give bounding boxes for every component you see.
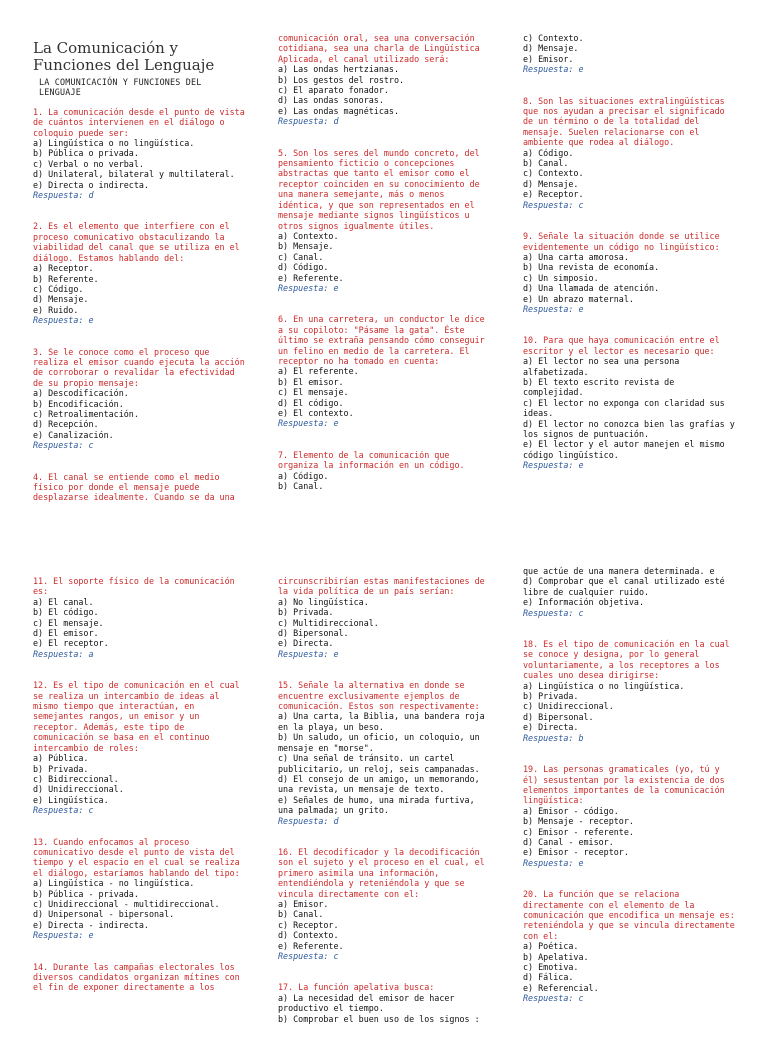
answer: Respuesta: c [523,993,584,1004]
option: e) Directa o indirecta. [33,179,149,190]
option: a) El referente. [278,366,359,377]
option: c) El mensaje. [33,617,104,628]
question-1 [33,107,245,201]
document-title: La Comunicación y Funciones del Lenguaje [33,39,215,74]
option: e) Referente. [278,272,344,283]
option: e) El receptor. [33,638,109,649]
option: d) El lector no conozca bien las grafías y los signos de puntuación. [523,418,735,439]
question-13 [33,837,245,941]
option: d) Mensaje. [523,43,579,54]
option: b) Canal. [523,158,569,169]
option: c) Retroalimentación. [33,408,139,419]
option: b) El código. [33,607,99,618]
option: b) Canal. [278,909,324,920]
option: d) Mensaje. [33,294,89,305]
option: e) Las ondas magnéticas. [278,105,400,116]
option: que actúe de una manera determinada. e [523,566,715,576]
option: b) Comprobar el buen uso de los signos : [278,1013,480,1024]
question-12 [33,680,245,815]
question-9 [523,231,735,314]
question-4-start [33,472,245,503]
question-6 [278,314,490,428]
question-text: 11. El soporte físico de la comunicación es: [33,576,235,597]
option: d) Recepción. [33,419,99,430]
option: e) Referente. [278,940,344,951]
question-text: 7. Elemento de la comunicación que organiza la información en un código. [278,449,465,471]
answer: Respuesta: d [278,116,339,127]
question-17-start [278,982,490,1024]
option: b) Privada. [33,763,89,774]
answer: Respuesta: e [33,930,94,941]
question-11 [33,576,245,659]
option: a) Lingüística o no lingüística. [523,680,685,691]
option: a) Una carta, la Biblia, una bandera roja en la playa, un beso. [278,711,485,732]
option: c) Emotiva. [523,962,579,972]
option: a) Receptor. [33,263,94,274]
option: d) El consejo de un amigo, un memorando, una revista, un mensaje de texto. [278,773,480,795]
question-18 [523,639,735,743]
option: a) Código. [523,147,574,158]
question-8 [523,96,735,210]
option: a) Una carta amorosa. [523,251,629,262]
option: b) El emisor. [278,376,344,387]
option: c) El mensaje. [278,387,349,398]
option: e) Directa - indirecta. [33,919,149,930]
option: c) Emisor - referente. [523,826,634,837]
answer: Respuesta: c [523,199,584,210]
option: b) El texto escrito revista de complejidad. [523,376,675,398]
option: d) Bipersonal. [278,628,349,639]
question-text: 14. Durante las campañas electorales los diversos candidatos organizan mítines con el fin de exponer directamente a los [33,961,240,993]
question-14-start [33,962,245,993]
option: e) Receptor. [523,189,584,200]
answer: Respuesta: e [278,648,339,659]
option: d) Una llamada de atención. [523,283,660,294]
option: b) Mensaje. [278,241,334,252]
option: d) Bipersonal. [523,711,594,722]
question-text: 8. Son las situaciones extralingüísticas que nos ayudan a precisar el significado de un término o de la totalidad del mensaje. Suelen relacionarse con el ambiente que rodea al diálogo. [523,95,725,148]
question-text-cont: circunscribirían estas manifestaciones de la vida política de un país serían: [278,576,485,597]
option: c) Canal. [278,251,324,262]
option: a) Las ondas hertzianas. [278,64,400,75]
option: c) Bidireccional. [33,773,119,784]
option: c) Contexto. [523,33,584,43]
answer: Respuesta: c [278,951,339,961]
question-15 [278,680,490,826]
column-1 [33,40,245,524]
option: e) Emisor - receptor. [523,847,629,858]
option: a) El canal. [33,596,94,607]
option: a) Emisor - código. [523,805,619,816]
option: d) Comprobar que el canal utilizado esté libre de cualquier ruido. [523,576,725,597]
question-text: 4. El canal se entiende como el medio físico por donde el mensaje puede desplazarse idealmente. Cuando se da una [33,471,235,503]
question-text: 5. Son los seres del mundo concreto, del pensamiento ficticio o concepciones abstractas que tanto el emisor como el receptor coinciden en su conocimiento de una manera semejante, más o menos idéntica, y que son representados en el mensaje mediante signos lingüísticos u otros signos igualmente útiles. [278,147,480,231]
option: e) Referencial. [523,982,599,993]
question-14-cont [278,576,490,659]
answer: Respuesta: e [523,64,584,75]
answer: Respuesta: c [523,607,584,618]
option: d) Fálica. [523,972,574,983]
option: e) El contexto. [278,408,354,418]
question-text: 20. La función que se relaciona directamente con el elemento de la comunicación que encodifica un mensaje es: reteniéndola y que se vincula directamente con el: [523,889,735,941]
option: e) Canalización. [33,429,114,440]
question-text: 9. Señale la situación donde se utilice evidentemente un código no lingüístico: [523,231,720,252]
answer: Respuesta: d [278,815,339,826]
option: a) La necesidad del emisor de hacer productivo el tiempo. [278,992,455,1014]
question-10 [523,335,735,470]
question-text: 15. Señale la alternativa en donde se encuentre exclusivamente ejemplos de comunicación. Estos son respectivamente: [278,680,480,712]
question-text: 13. Cuando enfocamos al proceso comunicativo desde el punto de vista del tiempo y el espacio en el cual se realiza el diálogo, estaríamos hablando del tipo: [33,836,240,878]
answer: Respuesta: e [523,460,584,471]
option: c) El aparato fonador. [278,85,389,96]
column-1 [33,576,245,1014]
option: e) El lector y el autor manejen el mismo código lingüístico. [523,439,725,460]
option: b) Privada. [523,691,579,702]
page-2 [0,512,768,1024]
question-2 [33,221,245,325]
column-3 [523,566,735,1025]
question-text: 16. El decodificador y la decodificación son el sujeto y el proceso en el cual, el primero asimila una información, entendiéndola y reteniéndola y que se vincula directamente con el: [278,846,485,899]
question-3 [33,347,245,451]
option: b) Privada. [278,607,334,618]
option: e) Lingüística. [33,794,109,805]
column-2 [278,33,490,512]
option: b) Encodificación. [33,398,124,409]
option: d) Canal - emisor. [523,836,614,847]
answer: Respuesta: e [523,303,584,314]
answer: Respuesta: d [33,190,94,201]
option: c) Un simposio. [523,272,599,283]
option: d) Código. [278,262,329,273]
option: d) Unidireccional. [33,784,124,795]
option: d) El emisor. [33,628,99,639]
answer: Respuesta: e [33,315,94,326]
option: b) Canal. [278,481,324,492]
option: a) Contexto. [278,230,339,241]
option: e) Información objetiva. [523,597,645,608]
question-text: 17. La función apelativa busca: [278,982,435,993]
option: d) Unilateral, bilateral y multilateral. [33,169,235,180]
option: a) No lingüística. [278,596,369,607]
option: a) El lector no sea una persona alfabetizada. [523,356,680,377]
column-2 [278,576,490,1045]
answer: Respuesta: e [278,282,339,293]
option: a) Pública. [33,753,89,764]
option: e) Emisor. [523,53,574,64]
question-5 [278,148,490,294]
answer: Respuesta: b [523,732,584,743]
question-16 [278,847,490,961]
question-text: 2. Es el elemento que interfiere con el proceso comunicativo obstaculizando la viabilidad del canal que se utiliza en el diálogo. Estamos hablando del: [33,221,240,263]
option: c) Contexto. [523,168,584,179]
option: b) Pública o privada. [33,148,139,159]
question-7-start [278,450,490,492]
option: d) El código. [278,397,344,408]
question-text-cont: comunicación oral, sea una conversación cotidiana, sea una charla de Lingüística Aplicada, el canal utilizado será: [278,33,480,64]
option: e) Ruido. [33,304,79,315]
option: d) Mensaje. [523,178,579,189]
option: a) Lingüística - no lingüística. [33,878,195,889]
option: c) Una señal de tránsito. un cartel publicitario, un reloj, seis campanadas. [278,753,480,774]
question-text: 6. En una carretera, un conductor le dice a su copiloto: "Pásame la gata". Éste último se extraña pensando cómo conseguir un felino en medio de la carretera. El receptor no ha tomado en cuenta: [278,314,485,366]
option: c) Verbal o no verbal. [33,158,144,169]
page-1 [0,0,768,512]
option: c) Unidireccional - multidireccional. [33,898,220,909]
question-17-cont [523,566,735,618]
option: d) Unipersonal - bipersonal. [33,909,175,920]
option: c) Código. [33,283,84,294]
option: c) Multidireccional. [278,617,379,628]
option: a) Lingüística o no lingüística. [33,138,195,149]
question-text: 1. La comunicación desde el punto de vista de cuántos intervienen en el diálogo o coloquio puede ser: [33,106,245,138]
question-7-cont [523,33,735,75]
option: b) Apelativa. [523,951,589,962]
option: b) Referente. [33,273,99,284]
option: e) Directa. [278,638,334,649]
option: c) Unidireccional. [523,701,614,712]
question-text: 18. Es el tipo de comunicación en la cual se conoce y designa, por lo general voluntariamente, a los receptores a los cuales uno desea dirigirse: [523,639,730,681]
option: b) Mensaje - receptor. [523,816,634,827]
question-text: 10. Para que haya comunicación entre el escritor y el lector es necesario que: [523,335,720,356]
option: c) Receptor. [278,919,339,930]
option: e) Directa. [523,722,579,733]
option: b) Pública - privada. [33,888,139,899]
option: b) Un saludo, un oficio, un coloquio, un mensaje en "morse". [278,732,480,753]
option: e) Señales de humo, una mirada furtiva, una palmada; un grito. [278,794,475,816]
option: a) Código. [278,470,329,481]
answer: Respuesta: c [33,805,94,816]
option: b) Los gestos del rostro. [278,74,405,85]
column-3 [523,33,735,492]
question-text: 3. Se le conoce como el proceso que realiza el emisor cuando ejecuta la acción de corroborar o revalidar la efectividad de su propio mensaje: [33,346,245,388]
question-19 [523,764,735,868]
question-4-cont [278,33,490,127]
question-20 [523,889,735,1003]
question-text: 12. Es el tipo de comunicación en el cual se realiza un intercambio de ideas al mismo tiempo que interactúan, en semejantes rangos, un emisor y un receptor. Además, este tipo de comunicación se basa en el continuo intercambio de roles: [33,680,240,753]
answer: Respuesta: a [33,648,94,659]
option: a) Descodificación. [33,388,129,399]
option: d) Contexto. [278,930,339,941]
question-text: 19. Las personas gramaticales (yo, tú y él) sesustentan por la existencia de dos elementos importantes de la comunicación lingüística: [523,764,725,806]
option: a) Emisor. [278,898,329,909]
option: c) El lector no exponga con claridad sus ideas. [523,397,725,419]
option: b) Una revista de economía. [523,262,660,273]
document-subtitle: LA COMUNICACIÓN Y FUNCIONES DEL LENGUAJE [39,77,202,98]
answer: Respuesta: c [33,440,94,451]
answer: Respuesta: e [523,857,584,868]
option: e) Un abrazo maternal. [523,293,634,304]
option: d) Las ondas sonoras. [278,95,384,106]
option: a) Poética. [523,941,579,952]
answer: Respuesta: e [278,418,339,429]
